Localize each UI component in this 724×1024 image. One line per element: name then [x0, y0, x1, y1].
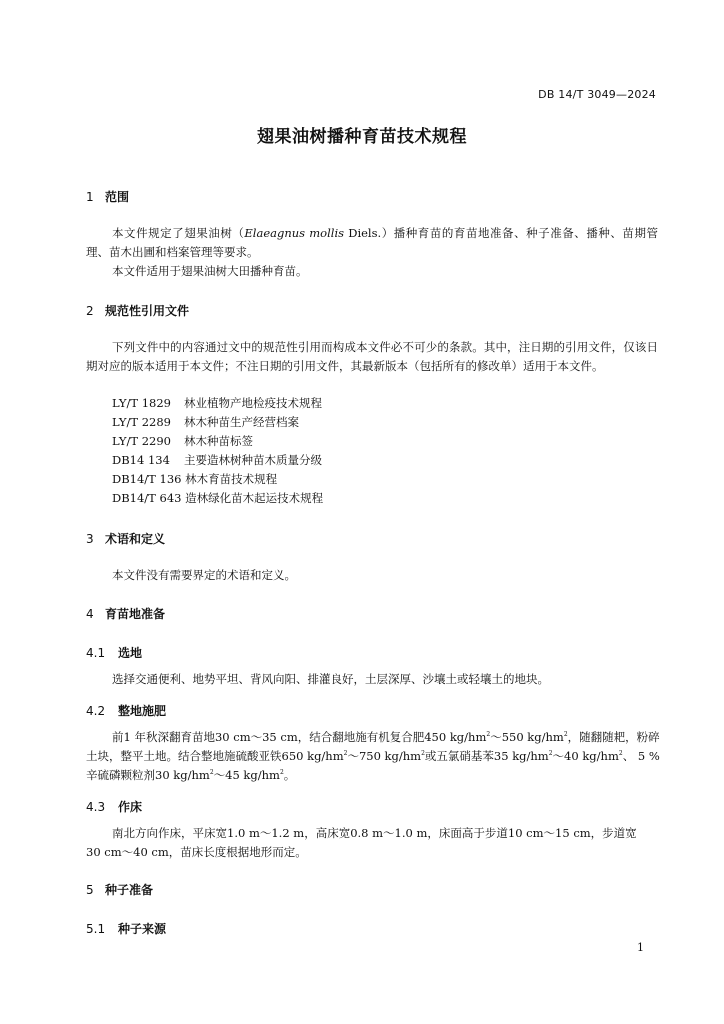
section-number: 3	[86, 532, 94, 546]
subsection-4-3-heading	[86, 798, 142, 815]
section-3-paragraph-1: 本文件没有需要界定的术语和定义。	[112, 568, 296, 582]
reference-item	[112, 452, 322, 468]
superscript: 2	[563, 731, 568, 739]
reference-title: 林木种苗标签	[184, 434, 253, 448]
section-5-heading	[86, 881, 153, 898]
section-2-paragraph-1: 下列文件中的内容通过文中的规范性引用而构成本文件必不可少的条款。其中，注日期的引用文件，仅该日期对应的版本适用于本文件；不注日期的引用文件，其最新版本（包括所有的修改单）适用于本文件。	[86, 340, 658, 373]
superscript: 2	[279, 769, 284, 777]
section-1-heading	[86, 188, 129, 205]
reference-item	[112, 395, 322, 411]
superscript: 2	[548, 750, 553, 758]
section-title: 种子准备	[105, 883, 154, 897]
subsection-title: 选地	[118, 646, 143, 660]
reference-title: 林业植物产地检疫技术规程	[184, 396, 322, 410]
section-1-paragraph-2: 本文件适用于翅果油树大田播种育苗。	[112, 264, 308, 278]
reference-code: DB14/T 136	[112, 472, 182, 486]
text-run: 辛硫磷颗粒剂30 kg/hm	[86, 768, 210, 782]
subsection-4-3-line-2: 30 cm～40 cm，苗床长度根据地形而定。	[86, 845, 307, 859]
section-1-paragraph-1	[86, 224, 658, 262]
reference-item	[112, 490, 323, 506]
reference-item	[112, 471, 277, 487]
subsection-5-1-heading	[86, 920, 166, 937]
reference-title: 造林绿化苗木起运技术规程	[185, 491, 324, 505]
text-run: ，随翻随耙，粉碎	[567, 730, 660, 744]
reference-code: LY/T 2289	[112, 415, 171, 429]
subsection-4-1-heading	[86, 644, 142, 661]
subsection-4-2-heading	[86, 702, 166, 719]
subsection-number: 4.3	[86, 800, 106, 814]
subsection-number: 4.1	[86, 646, 106, 660]
section-2-heading	[86, 302, 189, 319]
reference-code: LY/T 1829	[112, 396, 171, 410]
reference-title: 主要造林树种苗木质量分级	[184, 453, 322, 467]
subsection-4-2-line-1	[86, 728, 658, 747]
document-code-header: DB 14/T 3049—2024	[538, 88, 656, 101]
section-title: 育苗地准备	[105, 607, 166, 621]
text-run: ～550 kg/hm	[490, 730, 564, 744]
latin-name: Elaeagnus mollis	[244, 226, 345, 240]
text-run: 或五氯硝基苯35 kg/hm	[424, 749, 549, 763]
text-run: Diels.）播种育苗的育苗地准备、种子准备、播种、苗期管理、苗木出圃和档案管理等要求。	[86, 226, 658, 259]
section-number: 1	[86, 190, 94, 204]
text-run: ～45 kg/hm	[213, 768, 280, 782]
text-run: 前1 年秋深翻育苗地30 cm～35 cm，结合翻地施有机复合肥450 kg/hm	[112, 730, 487, 744]
superscript: 2	[486, 731, 491, 739]
section-title: 术语和定义	[105, 532, 166, 546]
text-run: ～40 kg/hm	[552, 749, 619, 763]
section-title: 范围	[105, 190, 130, 204]
page-title: 翅果油树播种育苗技术规程	[257, 127, 467, 147]
section-title: 规范性引用文件	[105, 304, 190, 318]
text-run: 土块，整平土地。结合整地施硫酸亚铁650 kg/hm	[86, 749, 344, 763]
text-run: 本文件规定了翅果油树（	[112, 226, 245, 240]
section-number: 5	[86, 883, 94, 897]
reference-code: LY/T 2290	[112, 434, 171, 448]
superscript: 2	[343, 750, 348, 758]
reference-item	[112, 433, 253, 449]
reference-title: 林木育苗技术规程	[185, 472, 278, 486]
subsection-title: 整地施肥	[118, 704, 167, 718]
superscript: 2	[209, 769, 214, 777]
text-run: 。	[283, 768, 296, 782]
subsection-4-2-line-3	[86, 766, 658, 785]
subsection-number: 4.2	[86, 704, 106, 718]
section-3-heading	[86, 530, 165, 547]
subsection-4-3-line-1: 南北方向作床，平床宽1.0 m～1.2 m，高床宽0.8 m～1.0 m，床面高于步道10 cm～15 cm，步道宽	[112, 826, 637, 840]
subsection-4-2-line-2	[86, 747, 658, 766]
page-number: 1	[637, 941, 644, 954]
subsection-title: 作床	[118, 800, 143, 814]
text-run: 、 5 %	[622, 749, 660, 763]
reference-code: DB14 134	[112, 453, 170, 467]
superscript: 2	[421, 750, 425, 758]
reference-title: 林木种苗生产经营档案	[184, 415, 299, 429]
subsection-number: 5.1	[86, 922, 106, 936]
section-number: 4	[86, 607, 94, 621]
reference-item	[112, 414, 299, 430]
section-number: 2	[86, 304, 94, 318]
text-run: ～750 kg/hm	[347, 749, 422, 763]
subsection-4-1-paragraph: 选择交通便利、地势平坦、背风向阳、排灌良好，土层深厚、沙壤土或轻壤土的地块。	[112, 672, 549, 686]
subsection-title: 种子来源	[118, 922, 167, 936]
section-4-heading	[86, 605, 165, 622]
reference-code: DB14/T 643	[112, 491, 182, 505]
superscript: 2	[618, 750, 623, 758]
